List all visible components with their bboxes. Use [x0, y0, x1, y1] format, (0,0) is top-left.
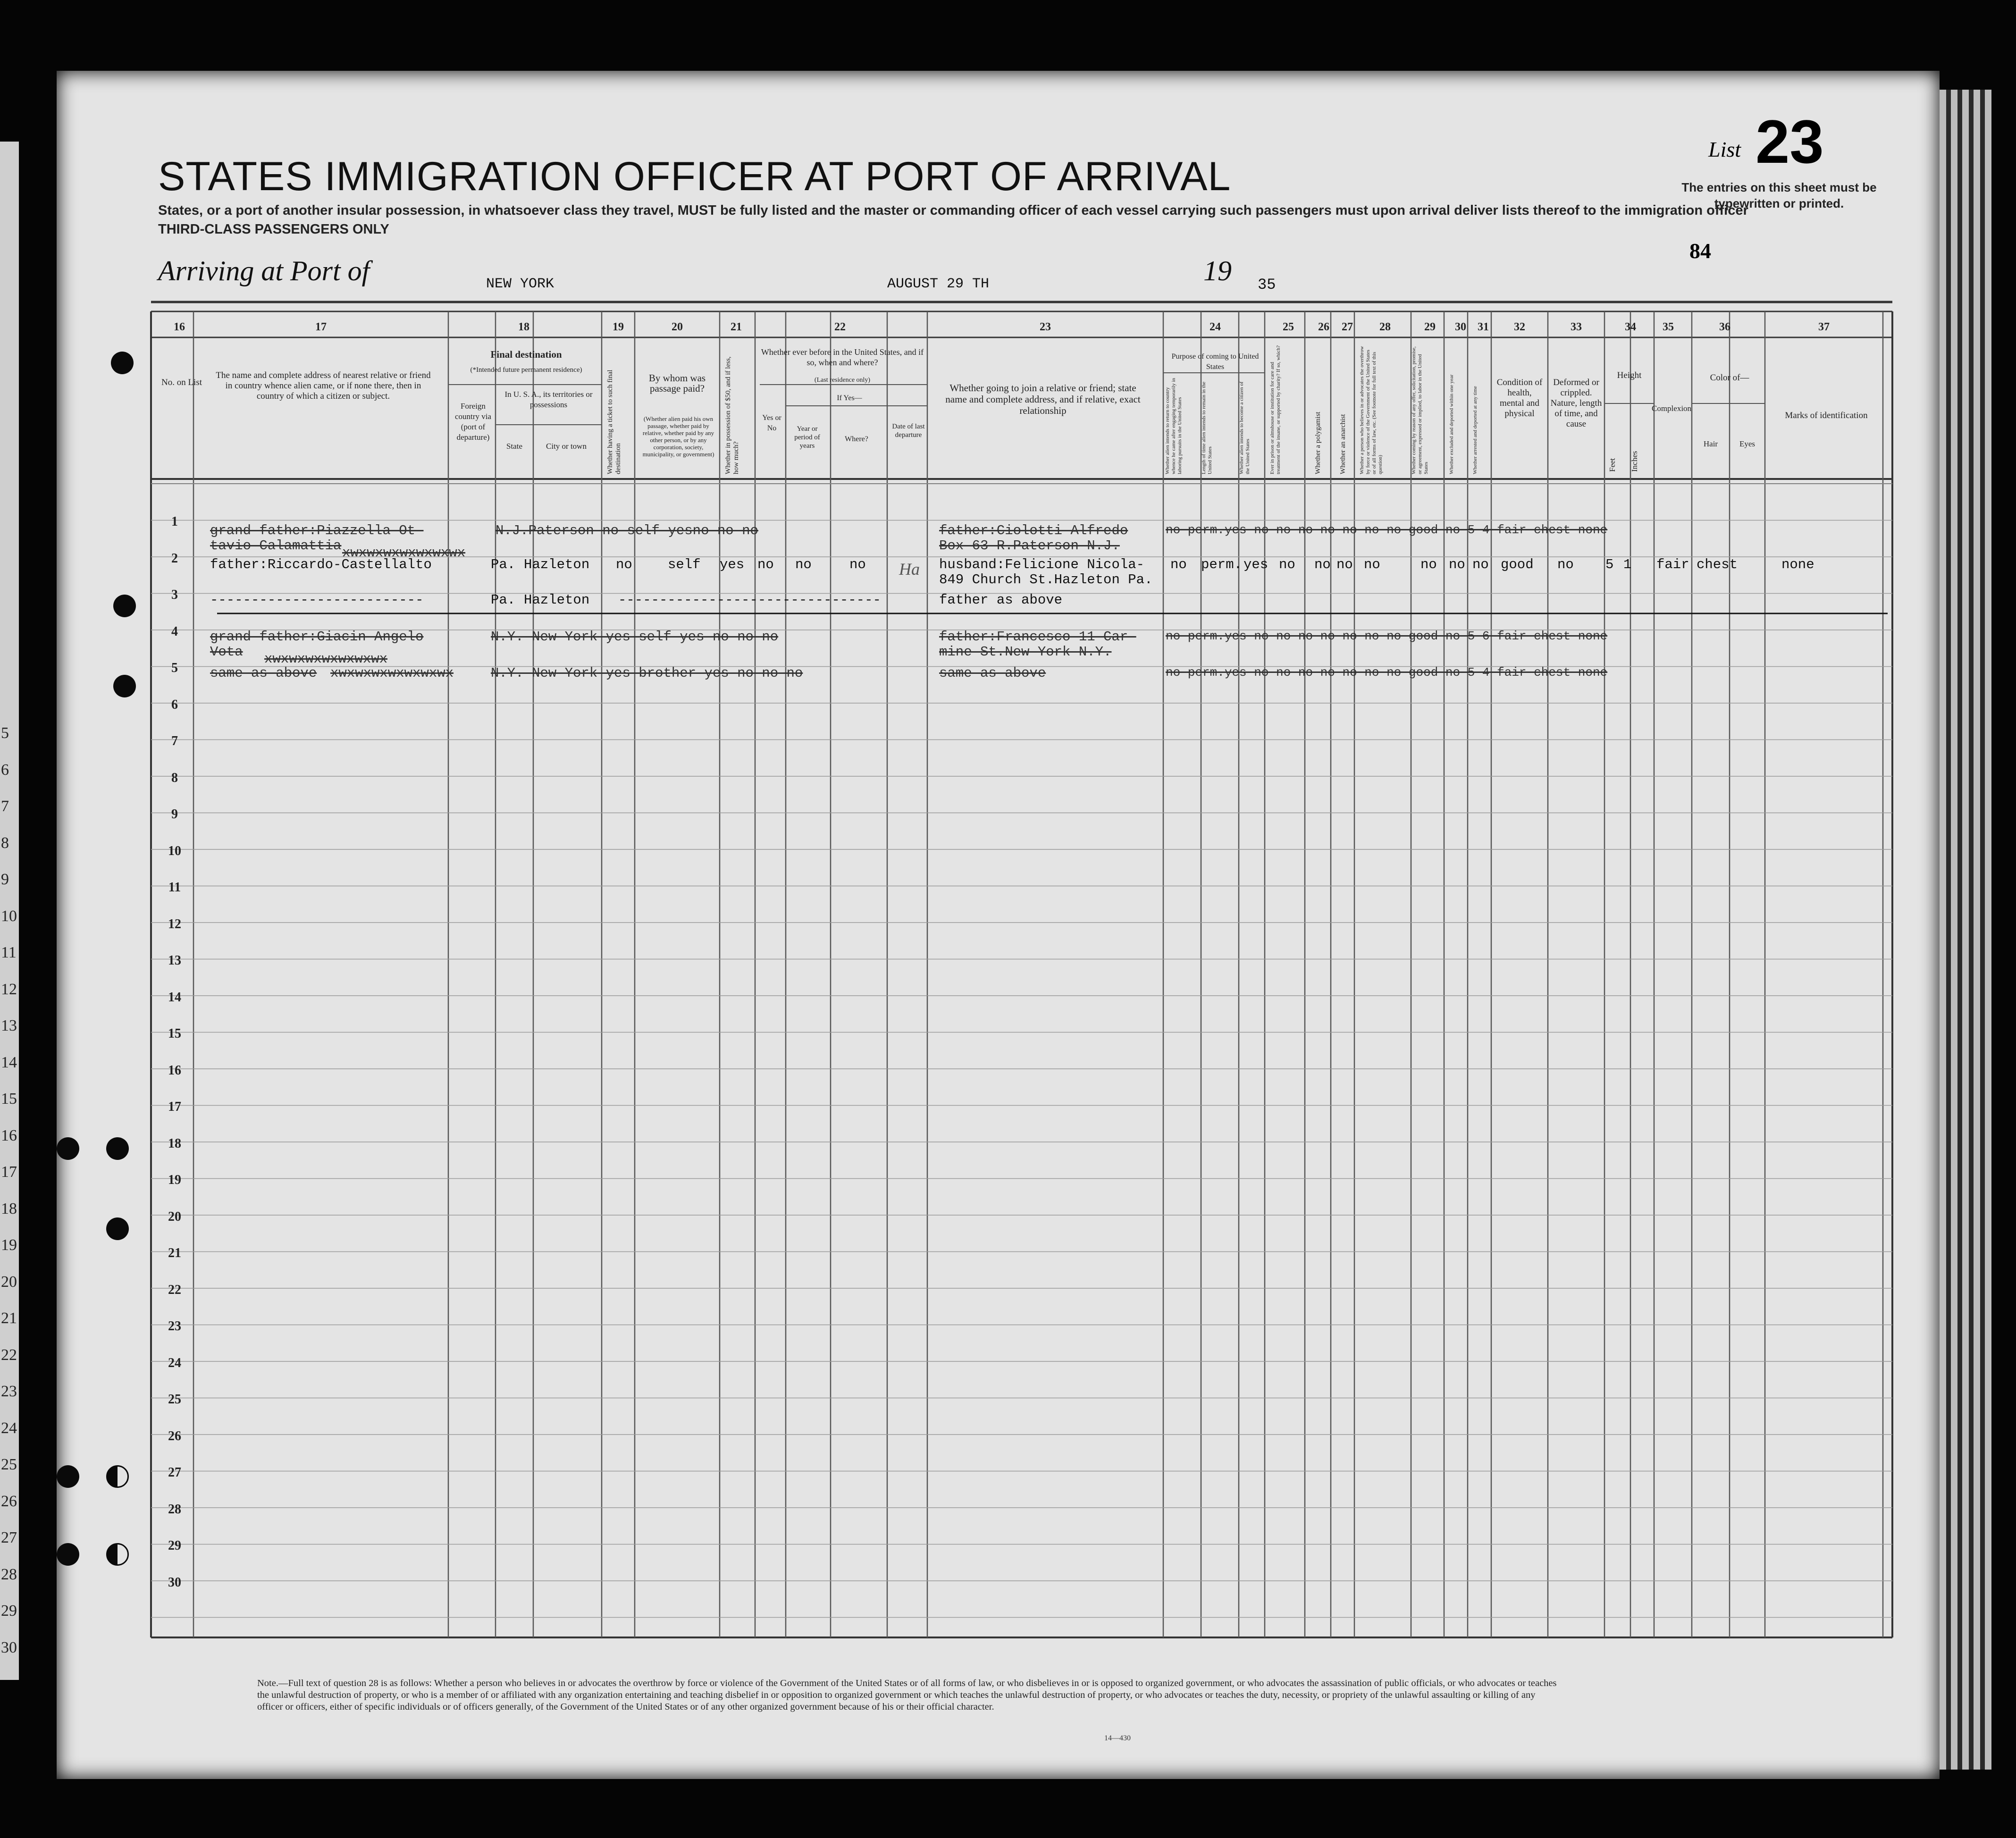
row2-join-cont: 849 Church St.Hazleton Pa. — [939, 572, 1153, 587]
row2-margin-mark: Ha — [899, 560, 920, 579]
row1-relative: grand father:Piazzella Ot- — [210, 523, 424, 538]
strip-number: 24 — [1, 1419, 17, 1437]
row2-length: perm. — [1201, 557, 1243, 572]
row1-join-cont: Box 63 R.Paterson N.J. — [939, 538, 1120, 554]
header-prison: Ever in prison or almshouse or institution for care and treatment of the insane, or supported by charity? If so, which? — [1269, 345, 1281, 474]
header-eyes: Eyes — [1739, 439, 1756, 448]
header-height: Height — [1617, 370, 1642, 380]
row2-c25: no — [1279, 557, 1295, 572]
row1-destination: N.J.Paterson no self yesno no no — [496, 523, 758, 538]
row5-destination: N.Y. New York yes brother yes no no no — [491, 665, 803, 681]
row3-dash: -------------------------- — [210, 592, 424, 608]
colnum-37: 37 — [1818, 321, 1830, 333]
header-nearest-relative: The name and complete address of nearest relative or friend in country whence alien came, or if none there, then in country of which a citizen or subject. — [216, 370, 431, 401]
row-number: 27 — [168, 1465, 181, 1480]
colnum-19: 19 — [613, 321, 624, 333]
colnum-33: 33 — [1571, 321, 1582, 333]
strip-number: 22 — [1, 1346, 17, 1364]
row-number: 29 — [168, 1538, 181, 1553]
strip-number: 15 — [1, 1090, 17, 1108]
colnum-16: 16 — [174, 321, 185, 333]
row2-join: husband:Felicione Nicola- — [939, 557, 1145, 572]
header-excluded: Whether excluded and deported within one year — [1449, 374, 1454, 474]
strip-number: 17 — [1, 1163, 17, 1181]
header-city-or-town: City or town — [546, 442, 587, 451]
header-no-on-list: No. on List — [161, 378, 202, 387]
row-number: 2 — [171, 551, 178, 566]
row3-dash2: -------------------------------- — [618, 592, 881, 608]
row-number: 24 — [168, 1355, 181, 1370]
strip-number: 27 — [1, 1529, 17, 1546]
row4-filler: xwxwxwxwxwxwxwx — [264, 651, 388, 667]
row3-state: Pa. — [491, 592, 516, 608]
row2-purpose: no — [1170, 557, 1187, 572]
list-label: List — [1708, 137, 1741, 161]
strip-number: 28 — [1, 1565, 17, 1583]
row4-relative: grand father:Giacin Angelo — [210, 629, 424, 645]
strip-number: 7 — [1, 797, 9, 815]
colnum-35: 35 — [1663, 321, 1674, 333]
form-subtitle: States, or a port of another insular possession, in whatsoever class they travel, MUST be fully listed and the master or commanding officer of each vessel carrying such passengers must upon arrival deliver lists thereof to the immigration officer — [158, 203, 1748, 218]
header-date-departure: Date of last departure — [892, 423, 925, 439]
colnum-22: 22 — [834, 321, 846, 333]
row2-feet: 5 — [1605, 557, 1614, 572]
row-number: 15 — [168, 1026, 181, 1041]
form-number: 14—430 — [1104, 1734, 1131, 1742]
row2-c27: no — [1336, 557, 1353, 572]
header-labor-offer: Whether coming by reason of any offer, solicitation, promise, or agreement, expressed or implied, to labor in the United States — [1411, 346, 1429, 474]
header-foreign-country: Foreign country via (port of departure) — [455, 402, 491, 442]
row1-relative-cont: tavio Calamattia — [210, 538, 342, 554]
header-arrested: Whether arrested and deported at any time — [1472, 386, 1478, 474]
strip-number: 11 — [1, 944, 17, 961]
row-number: 28 — [168, 1502, 181, 1517]
colnum-21: 21 — [731, 321, 742, 333]
form-title: STATES IMMIGRATION OFFICER AT PORT OF ARRIVAL — [158, 154, 1231, 199]
strip-number: 16 — [1, 1126, 17, 1144]
row-number: 20 — [168, 1209, 181, 1224]
colnum-20: 20 — [672, 321, 683, 333]
row2-state: Pa. — [491, 557, 516, 572]
row2-deformed: no — [1557, 557, 1574, 572]
row-number: 14 — [168, 990, 181, 1005]
row2-relative: father:Riccardo-Castellalto — [210, 557, 432, 572]
header-marks: Marks of identification — [1785, 411, 1868, 420]
colnum-31: 31 — [1478, 321, 1489, 333]
row2-citizen: yes — [1243, 557, 1268, 572]
header-polygamist: Whether a polygamist — [1314, 411, 1322, 474]
year-prefix: 19 — [1203, 255, 1232, 286]
class-label: THIRD-CLASS PASSENGERS ONLY — [158, 222, 389, 237]
row-number: 5 — [171, 661, 178, 675]
header-ticket: Whether having a ticket to such final destination — [606, 369, 622, 474]
row-number: 26 — [168, 1428, 181, 1444]
row2-health: good — [1501, 557, 1534, 572]
header-purpose-citizen: Whether alien intends to become a citizen of the United States — [1239, 381, 1251, 474]
row5-join: same as above — [939, 665, 1046, 681]
strip-number: 13 — [1, 1017, 17, 1034]
row-number: 10 — [168, 843, 181, 858]
row2-c26: no — [1314, 557, 1331, 572]
header-complexion: Complexion — [1652, 404, 1692, 413]
colnum-28: 28 — [1379, 321, 1391, 333]
row-number: 25 — [168, 1392, 181, 1407]
colnum-18: 18 — [518, 321, 529, 333]
row2-where: no — [849, 557, 866, 572]
header-in-usa: In U. S. A., its territories or possessions — [504, 390, 593, 409]
header-money: Whether in possession of $50, and if less, how much? — [724, 356, 740, 474]
header-anarchist: Whether an anarchist — [1339, 414, 1347, 474]
colnum-32: 32 — [1514, 321, 1525, 333]
row-number: 13 — [168, 953, 181, 968]
row1-join: father:Ciolotti Alfredo — [939, 523, 1128, 538]
strip-number: 14 — [1, 1053, 17, 1071]
arriving-label: Arriving at Port of — [158, 255, 370, 286]
colnum-36: 36 — [1719, 321, 1730, 333]
strip-number: 19 — [1, 1236, 17, 1254]
header-color-of: Color of— — [1710, 373, 1749, 383]
header-passage-paid: By whom was passage paid? — [648, 372, 706, 394]
row4-tail: no perm.yes no no no no no no no good no 5 6 fair chest none — [1166, 629, 1608, 643]
row2-c30: no — [1449, 557, 1465, 572]
header-purpose-length: Length of time alien intends to remain in the United States — [1201, 381, 1213, 474]
row3-city: Hazleton — [524, 592, 590, 608]
row2-marks: none — [1781, 557, 1814, 572]
row2-inches: 1 — [1623, 557, 1632, 572]
strip-number: 8 — [1, 834, 9, 852]
row-number: 17 — [168, 1099, 181, 1114]
header-final-destination: Final destination — [490, 349, 562, 360]
header-health: Condition of health, mental and physical — [1496, 378, 1543, 419]
colnum-34: 34 — [1625, 321, 1636, 333]
row2-year: no — [795, 557, 812, 572]
colnum-26: 26 — [1318, 321, 1329, 333]
colnum-27: 27 — [1342, 321, 1353, 333]
row1-tail: no perm.yes no no no no no no no good no 5 4 fair chest none — [1166, 523, 1608, 537]
strip-number: 26 — [1, 1492, 17, 1510]
colnum-24: 24 — [1210, 321, 1221, 333]
header-before-in-us: Whether ever before in the United States, and if so, when and where? — [761, 347, 924, 367]
row-number: 11 — [168, 880, 181, 895]
header-if-yes: If Yes— — [837, 394, 862, 402]
row4-destination: N.Y. New York yes self yes no no no — [491, 629, 779, 645]
strip-number: 29 — [1, 1602, 17, 1620]
row-number: 1 — [171, 514, 178, 529]
strip-number: 25 — [1, 1456, 17, 1473]
row-number: 21 — [168, 1246, 181, 1260]
row-number: 30 — [168, 1575, 181, 1590]
row-number: 8 — [171, 770, 178, 785]
list-number: 23 — [1756, 107, 1824, 176]
row2-hair: chest — [1697, 557, 1738, 572]
row5-relative: same as above — [210, 665, 317, 681]
row2-money: yes — [720, 557, 745, 572]
row2-c28: no — [1364, 557, 1380, 572]
row-number: 3 — [171, 587, 178, 602]
row-number: 23 — [168, 1319, 181, 1334]
row-number: 18 — [168, 1136, 181, 1151]
strip-number: 10 — [1, 907, 17, 925]
header-year-period: Year or period of years — [794, 425, 820, 450]
strip-number: 20 — [1, 1273, 17, 1291]
row5-filler: xwxwxwxwxwxwxwx — [330, 665, 454, 681]
strip-number: 23 — [1, 1383, 17, 1400]
row-number: 9 — [171, 807, 178, 822]
header-yes-or-no: Yes or No — [762, 414, 781, 432]
row-number: 7 — [171, 734, 178, 748]
header-hair: Hair — [1703, 439, 1718, 448]
colnum-25: 25 — [1283, 321, 1294, 333]
header-state: State — [506, 442, 522, 451]
header-purpose: Purpose of coming to United States — [1171, 352, 1259, 371]
row4-join-cont: mine St.New York N.Y. — [939, 644, 1112, 660]
strip-number: 30 — [1, 1638, 17, 1656]
row2-ticket: no — [616, 557, 632, 572]
strip-number: 9 — [1, 871, 9, 888]
row-number: 12 — [168, 916, 181, 932]
header-before-in-us-sub: (Last residence only) — [814, 377, 871, 384]
header-feet: Feet — [1608, 458, 1617, 472]
row4-join: father:Francesco-11 Car- — [939, 629, 1136, 645]
header-join-relative: Whether going to join a relative or friend; state name and complete address, and if relative, exact relationship — [945, 382, 1141, 416]
strip-number: 21 — [1, 1309, 17, 1327]
row2-c31: no — [1472, 557, 1489, 572]
row2-complexion: fair — [1656, 557, 1689, 572]
header-overthrow: Whether a person who believes in or advocates the overthrow by force or violence of the Government of the United States or of all forms of law, etc. (See footnote for full text of this question) — [1359, 346, 1383, 474]
header-purpose-return: Whether alien intends to return to country whence he came after engaging temporarily in laboring pursuits in the United States — [1165, 378, 1183, 474]
row1-filler: xwxwxwxwxwxwxwx — [342, 545, 466, 561]
colnum-30: 30 — [1455, 321, 1466, 333]
colnum-23: 23 — [1040, 321, 1051, 333]
strip-number: 18 — [1, 1200, 17, 1217]
colnum-17: 17 — [315, 321, 327, 333]
strip-number: 5 — [1, 724, 9, 742]
row-number: 6 — [171, 697, 178, 712]
row2-city: Hazleton — [524, 557, 590, 572]
header-deformed: Deformed or crippled. Nature, length of time, and cause — [1550, 378, 1602, 429]
header-where: Where? — [845, 435, 868, 443]
row2-before: no — [757, 557, 774, 572]
port-value: NEW YORK — [486, 276, 554, 292]
stamped-number: 84 — [1689, 239, 1711, 263]
row4-relative-cont: Vota — [210, 644, 243, 660]
footnote: Note.—Full text of question 28 is as follows: Whether a person who believes in or advocates the overthrow by force or violence of the Government of the United States or of all forms of law, or who disbelieves in or is opposed to organized government, or who advocates the assassination of public officials, or who advocates or teaches the unlawful destruction of property, or who is a member of or affiliated with any organization entertaining and teaching disbelief in or opposition to organized government or which teaches the unlawful destruction of property, or who advocates or teaches the duty, necessity, or propriety of the unlawful assaulting or killing of any officer or officers, either of specific individuals or of officers generally, of the Government of the United States or of any other organized government because of his or their official character. — [257, 1678, 1557, 1712]
colnum-29: 29 — [1424, 321, 1436, 333]
row-number: 16 — [168, 1063, 181, 1078]
header-inches: Inches — [1630, 451, 1639, 472]
header-final-destination-sub: (*Intended future permanent residence) — [470, 366, 582, 374]
row3-join: father as above — [939, 592, 1063, 608]
header-passage-paid-sub: (Whether alien paid his own passage, whether paid by relative, whether paid by any other person, or by any corporation, society, municipality, or government) — [642, 415, 714, 458]
typewriter-instruction: The entries on this sheet must be typewritten or printed. — [1681, 180, 1877, 210]
row2-paid: self — [668, 557, 701, 572]
strip-number: 6 — [1, 761, 9, 779]
year-suffix: 35 — [1258, 276, 1276, 294]
row2-c29: no — [1420, 557, 1437, 572]
strip-number: 12 — [1, 980, 17, 998]
row-number: 4 — [171, 624, 178, 639]
row5-tail: no perm.yes no no no no no no no good no 5 4 fair chest none — [1166, 665, 1608, 680]
row-number: 22 — [168, 1282, 181, 1297]
date-value: AUGUST 29 TH — [887, 276, 990, 292]
row-number: 19 — [168, 1173, 181, 1187]
